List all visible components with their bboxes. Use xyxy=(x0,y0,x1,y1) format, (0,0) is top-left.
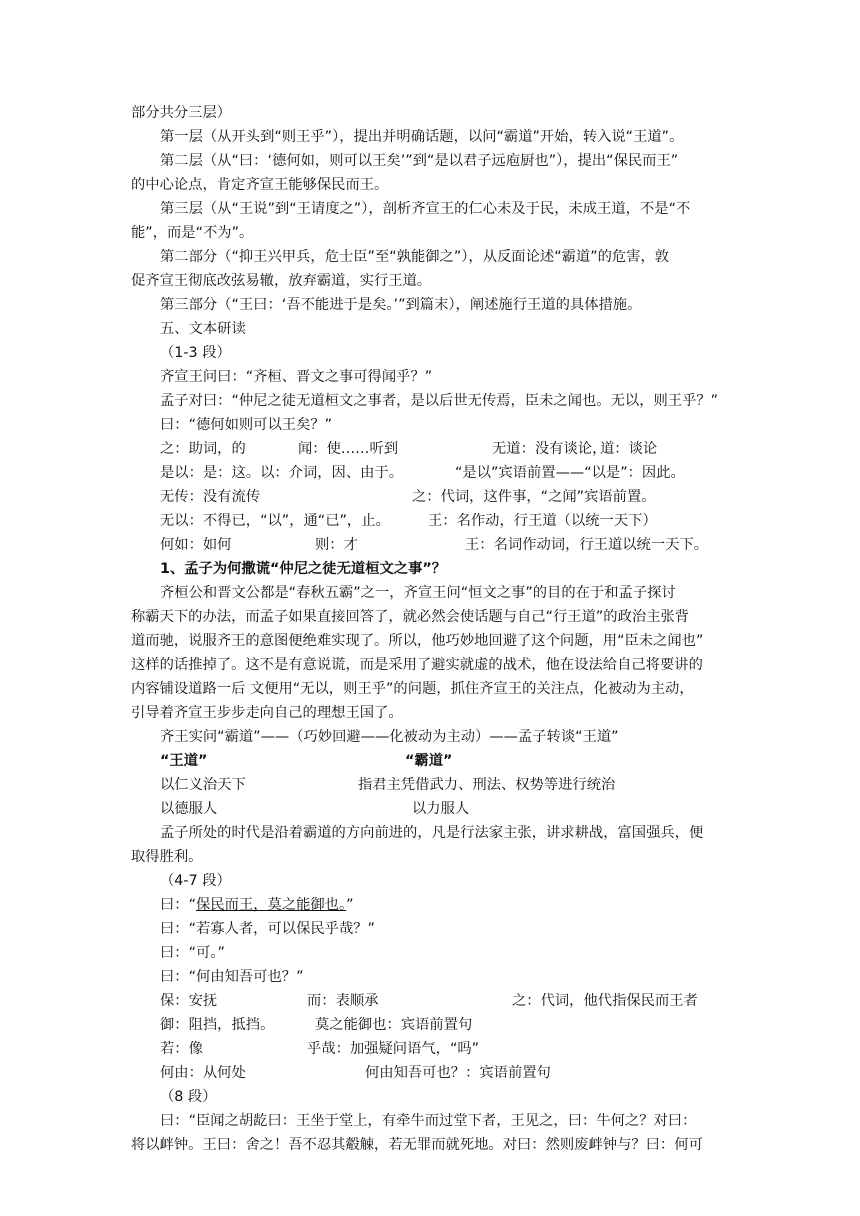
text-line: 第一层（从开头到“则王乎”），提出并明确话题，以问“霸道”开始，转入说“王道”。 xyxy=(160,129,684,145)
underlined-quote: 保民而王，莫之能御也。 xyxy=(196,897,347,913)
text-line: 称霸天下的办法，而孟子如果直接回答了，就必然会使话题与自己“行王道”的政治主张背 xyxy=(131,609,690,625)
annotation: 莫之能御也：宾语前置句 xyxy=(315,1017,473,1033)
quote-line: 将以衅钟。王曰：舍之！吾不忍其觳觫，若无罪而就死地。对曰：然则废衅钟与？曰：何可 xyxy=(131,1137,703,1153)
annotation: 何由知吾可也？：宾语前置句 xyxy=(365,1065,551,1081)
annotation: 王：名词作动词，行王道以统一天下。 xyxy=(465,537,709,553)
annotation: 无以：不得已，“以”，通“已”，止。 xyxy=(160,513,390,529)
annotation: 而：表顺承 xyxy=(307,993,379,1009)
text-line: 取得胜利。 xyxy=(131,849,203,865)
text-line: 部分共分三层） xyxy=(131,105,232,121)
annotation: 保：安抚 xyxy=(160,993,218,1009)
text-line: 齐桓公和晋文公都是“春秋五霸”之一，齐宣王问“恒文之事”的目的在于和孟子探讨 xyxy=(160,585,676,601)
section-heading: 五、文本研读 xyxy=(160,321,246,337)
comparison-cell: 以力服人 xyxy=(412,801,470,817)
text-line: 的中心论点，肯定齐宣王能够保民而王。 xyxy=(131,177,389,193)
annotation: 王：名作动，行王道（以统一天下） xyxy=(428,513,657,529)
text-line: 能”，而是“不为”。 xyxy=(131,225,254,241)
annotation: 之：助词，的 xyxy=(160,441,246,457)
annotation: “是以”宾语前置——“以是”：因此。 xyxy=(455,465,685,481)
annotation: 之：代词，他代指保民而王者 xyxy=(512,993,698,1009)
paragraph-range-label: （1-3 段） xyxy=(160,345,231,361)
text-line: 第二层（从“曰：‘德何如，则可以王矣’”到“是以君子远庖厨也”），提出“保民而王” xyxy=(160,153,679,169)
quote-line: 曰：“臣闻之胡龁曰：王坐于堂上，有牵牛而过堂下者，王见之，曰：牛何之？对曰： xyxy=(160,1113,697,1129)
annotation: 无传：没有流传 xyxy=(160,489,261,505)
annotation: 何由：从何处 xyxy=(160,1065,246,1081)
text-line: 第三部分（“王曰：‘吾不能进于是矣。’”到篇末），阐述施行王道的具体措施。 xyxy=(160,297,642,313)
question-heading: 1、孟子为何撒谎“仲尼之徒无道桓文之事”？ xyxy=(160,561,447,577)
annotation: 若：像 xyxy=(160,1041,203,1057)
text-line: 第三层（从“王说”到“王请度之”），剖析齐宣王的仁心未及于民，未成王道，不是“不 xyxy=(160,201,691,217)
text-line: 内容铺设道路一后 文便用“无以，则王乎”的问题，抓住齐宣王的关注点，化被动为主动， xyxy=(131,681,694,697)
annotation: 闻：使……听到 xyxy=(298,441,399,457)
quote-line: 曰：“何由知吾可也？” xyxy=(160,969,304,985)
quote-suffix: ” xyxy=(346,897,354,913)
quote-line: 齐宣王问曰：“齐桓、晋文之事可得闻乎？” xyxy=(160,369,433,385)
annotation: 是以：是：这。以：介词，因、由于。 xyxy=(160,465,404,481)
paragraph-range-label: （8 段） xyxy=(160,1089,217,1105)
annotation: 乎哉：加强疑问语气，“吗” xyxy=(307,1041,480,1057)
annotation: 道：谈论 xyxy=(600,441,658,457)
comparison-cell: 以德服人 xyxy=(160,801,218,817)
text-line: 孟子所处的时代是沿着霸道的方向前进的，凡是行法家主张，讲求耕战，富国强兵，便 xyxy=(160,825,704,841)
annotation: 御：阻挡，抵挡。 xyxy=(160,1017,275,1033)
column-title: “王道” xyxy=(160,753,208,769)
annotation: 何如：如何 xyxy=(160,537,232,553)
comparison-cell: 以仁义治天下 xyxy=(160,777,246,793)
column-title: “霸道” xyxy=(405,753,453,769)
annotation: 无道：没有谈论， xyxy=(492,441,607,457)
annotation: 之：代词，这件事，“之闻”宾语前置。 xyxy=(412,489,656,505)
summary-line: 齐王实问“霸道”——（巧妙回避——化被动为主动）——孟子转谈“王道” xyxy=(160,729,619,745)
quote-line: 曰：“可。” xyxy=(160,945,225,961)
quote-prefix: 曰：“ xyxy=(160,897,197,913)
quote-line xyxy=(160,895,354,915)
text-line: 促齐宣王彻底改弦易辙，放弃霸道，实行王道。 xyxy=(131,273,432,289)
annotation: 则：才 xyxy=(315,537,358,553)
quote-line: 曰：“若寡人者，可以保民乎哉？” xyxy=(160,921,375,937)
text-line: 引导着齐宣王步步走向自己的理想王国了。 xyxy=(131,705,403,721)
text-line: 道而驰，说服齐王的意图便绝难实现了。所以，他巧妙地回避了这个问题，用“臣未之闻也” xyxy=(131,633,704,649)
quote-line: 孟子对曰：“仲尼之徒无道桓文之事者，是以后世无传焉，臣未之闻也。无以，则王乎？” xyxy=(160,393,719,409)
text-line: 第二部分（“抑王兴甲兵，危士臣”至“孰能御之”），从反面论述“霸道”的危害，敦 xyxy=(160,249,670,265)
paragraph-range-label: （4-7 段） xyxy=(160,873,231,889)
text-line: 这样的话推掉了。这不是有意说谎，而是采用了避实就虚的战术，他在设法给自己将要讲的 xyxy=(131,657,703,673)
quote-line: 曰：“德何如则可以王矣？” xyxy=(160,417,333,433)
comparison-cell: 指君主凭借武力、刑法、权势等进行统治 xyxy=(358,777,616,793)
